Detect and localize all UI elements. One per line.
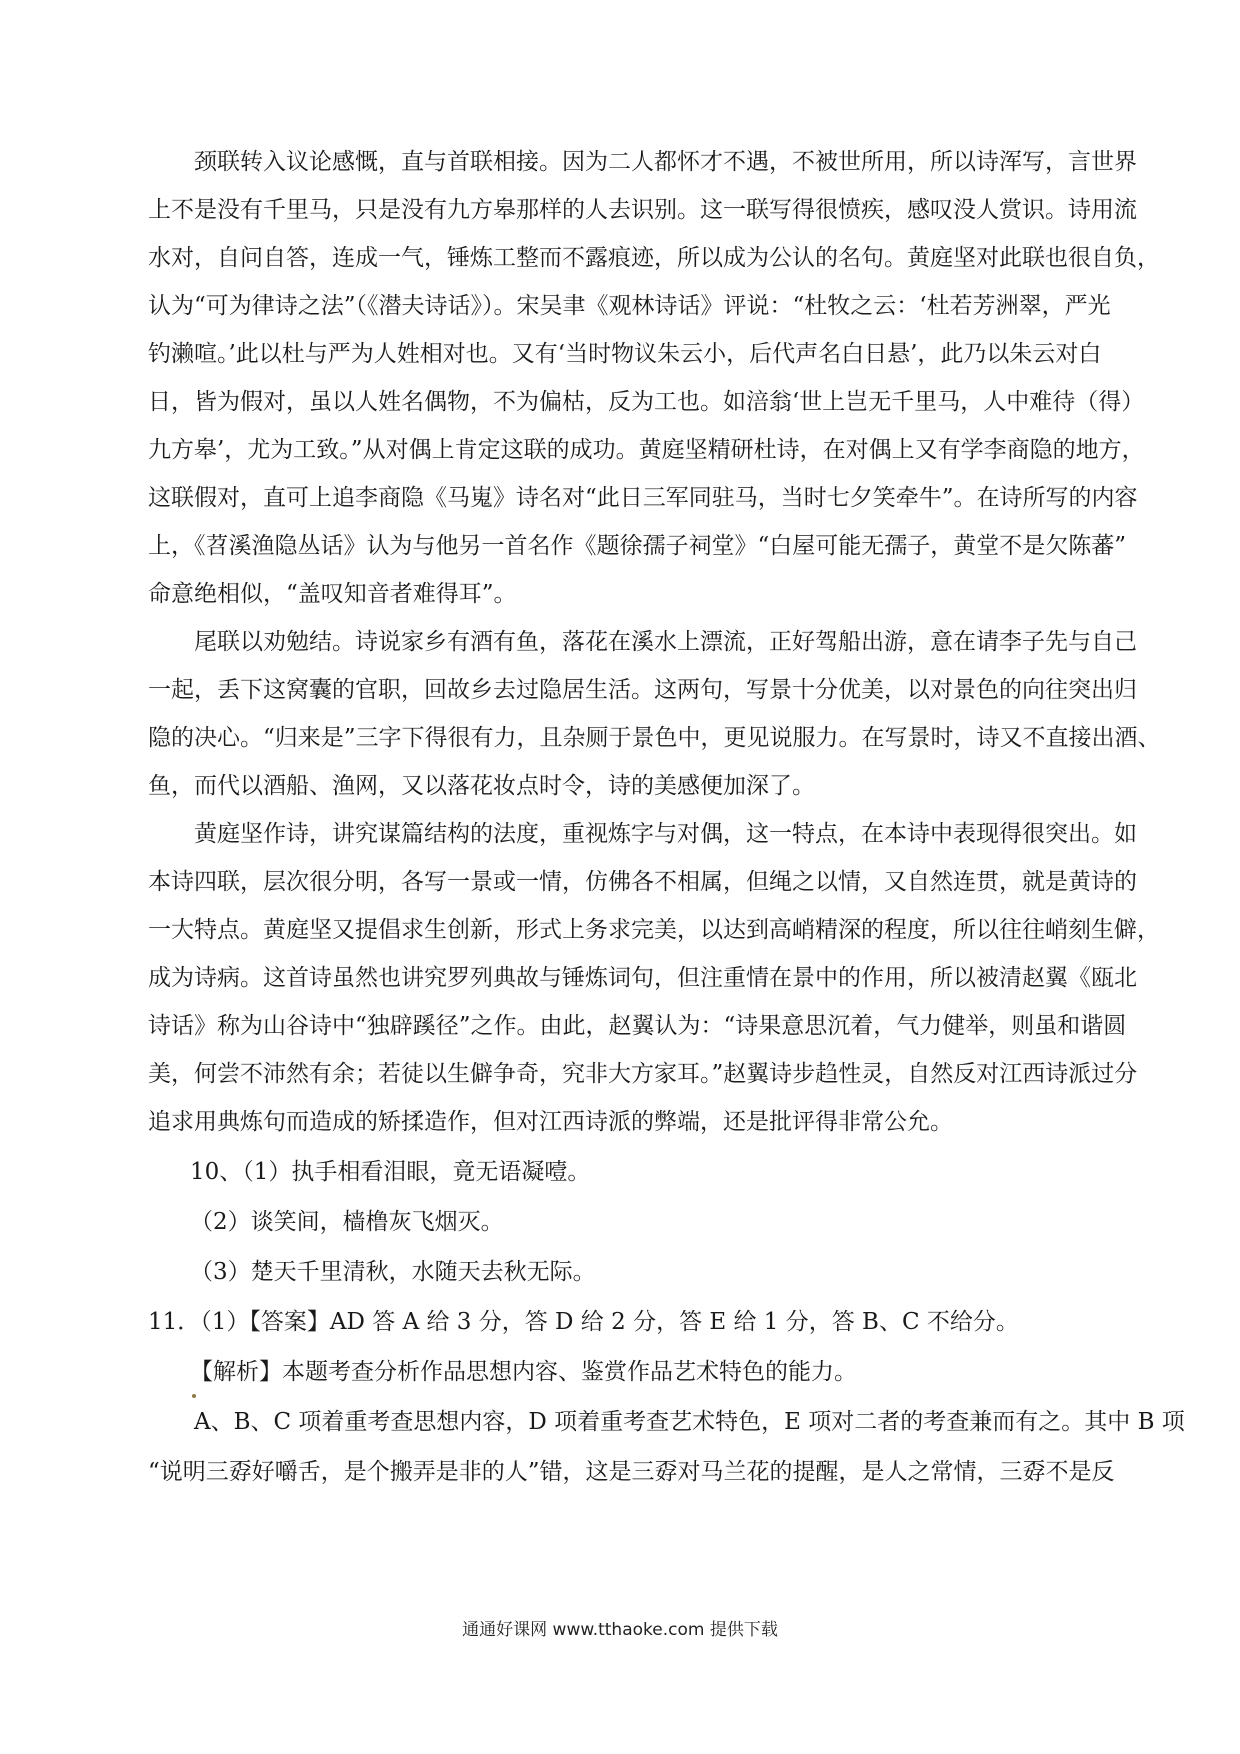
- paragraph-2-line-4: 鱼，而代以酒船、渔网，又以落花妆点时令，诗的美感便加深了。: [148, 773, 815, 799]
- paragraph-3-line-5: 诗话》称为山谷诗中“独辟蹊径”之作。由此，赵翼认为：“诗果意思沉着，气力健举，则虽和谐圆: [148, 1013, 1127, 1039]
- q10-answer-1: 10、（1）执手相看泪眼，竟无语凝噎。: [190, 1159, 591, 1185]
- paragraph-1-line-1: 颈联转入议论感慨，直与首联相接。因为二人都怀才不遇，不被世所用，所以诗浑写，言世界: [194, 149, 1137, 175]
- paragraph-2-line-1: 尾联以劝勉结。诗说家乡有酒有鱼，落花在溪水上漂流，正好驾船出游，意在请李子先与自己: [194, 629, 1137, 655]
- paragraph-3-line-2: 本诗四联，层次很分明，各写一景或一情，仿佛各不相属，但绳之以情，又自然连贯，就是黄诗的: [148, 869, 1137, 895]
- q10-answer-3: （3）楚天千里清秋，水随天去秋无际。: [190, 1259, 596, 1285]
- paragraph-1-line-4: 认为“可为律诗之法”（《潜夫诗话》）。宋吴聿《观林诗话》评说：“杜牧之云：‘杜若芳洲翠，严光: [148, 293, 1111, 319]
- page-footer: 通通好课网 www.tthaoke.com 提供下载: [462, 1620, 778, 1640]
- paragraph-1-line-8: 这联假对，直可上追李商隐《马嵬》诗名对“此日三军同驻马，当时七夕笑牵牛”。在诗所写的内容: [148, 485, 1138, 511]
- q11-answer-line: 11．（1）【答案】AD 答 A 给 3 分，答 D 给 2 分，答 E 给 1 分，答 B、C 不给分。: [148, 1309, 1019, 1335]
- paragraph-1-line-7: 九方皋’，尤为工致。”从对偶上肯定这联的成功。黄庭坚精研杜诗，在对偶上又有学李商隐的地方，: [148, 437, 1145, 463]
- paragraph-3-line-6: 美，何尝不沛然有余；若徒以生僻争奇，究非大方家耳。”赵翼诗步趋性灵，自然反对江西诗派过分: [148, 1061, 1138, 1087]
- paragraph-3-line-3: 一大特点。黄庭坚又提倡求生创新，形式上务求完美，以达到高峭精深的程度，所以往往峭刻生僻，: [148, 917, 1160, 943]
- scan-speck: [192, 1394, 196, 1398]
- paragraph-1-line-6: 日，皆为假对，虽以人姓名偶物，不为偏枯，反为工也。如涪翁‘世上岂无千里马，人中难待（得）: [148, 389, 1145, 415]
- paragraph-2-line-3: 隐的决心。“归来是”三字下得很有力，且杂厕于景色中，更见说服力。在写景时，诗又不直接出酒、: [148, 725, 1161, 751]
- paragraph-3-line-1: 黄庭坚作诗，讲究谋篇结构的法度，重视炼字与对偶，这一特点，在本诗中表现得很突出。如: [194, 821, 1137, 847]
- paragraph-3-line-4: 成为诗病。这首诗虽然也讲究罗列典故与锤炼词句，但注重情在景中的作用，所以被清赵翼《瓯北: [148, 965, 1137, 991]
- paragraph-1-line-5: 钓濑喧。’此以杜与严为人姓相对也。又有‘当时物议朱云小，后代声名白日悬’，此乃以朱云对白: [148, 341, 1102, 367]
- q11-detail-line-1: A、B、C 项着重考查思想内容，D 项着重考查艺术特色，E 项对二者的考查兼而有之。其中 B 项: [194, 1409, 1185, 1435]
- paragraph-1-line-10: 命意绝相似，“盖叹知音者难得耳”。: [148, 581, 517, 607]
- paragraph-2-line-2: 一起，丢下这窝囊的官职，回故乡去过隐居生活。这两句，写景十分优美，以对景色的向往突出归: [148, 677, 1137, 703]
- paragraph-1-line-9: 上，《苕溪渔隐丛话》认为与他另一首名作《题徐孺子祠堂》“白屋可能无孺子，黄堂不是欠陈蕃”: [148, 533, 1127, 559]
- paragraph-1-line-3: 水对，自问自答，连成一气，锤炼工整而不露痕迹，所以成为公认的名句。黄庭坚对此联也很自负，: [148, 245, 1160, 271]
- paragraph-1-line-2: 上不是没有千里马，只是没有九方皋那样的人去识别。这一联写得很愤疾，感叹没人赏识。诗用流: [148, 197, 1137, 223]
- paragraph-3-line-7: 追求用典炼句而造成的矫揉造作，但对江西诗派的弊端，还是批评得非常公允。: [148, 1109, 953, 1135]
- q11-analysis-line: 【解析】本题考查分析作品思想内容、鉴赏作品艺术特色的能力。: [190, 1359, 857, 1385]
- q11-detail-line-2: “说明三孬好嚼舌，是个搬弄是非的人”错，这是三孬对马兰花的提醒，是人之常情，三孬不是反: [148, 1459, 1115, 1485]
- q10-answer-2: （2）谈笑间，樯橹灰飞烟灭。: [190, 1209, 504, 1235]
